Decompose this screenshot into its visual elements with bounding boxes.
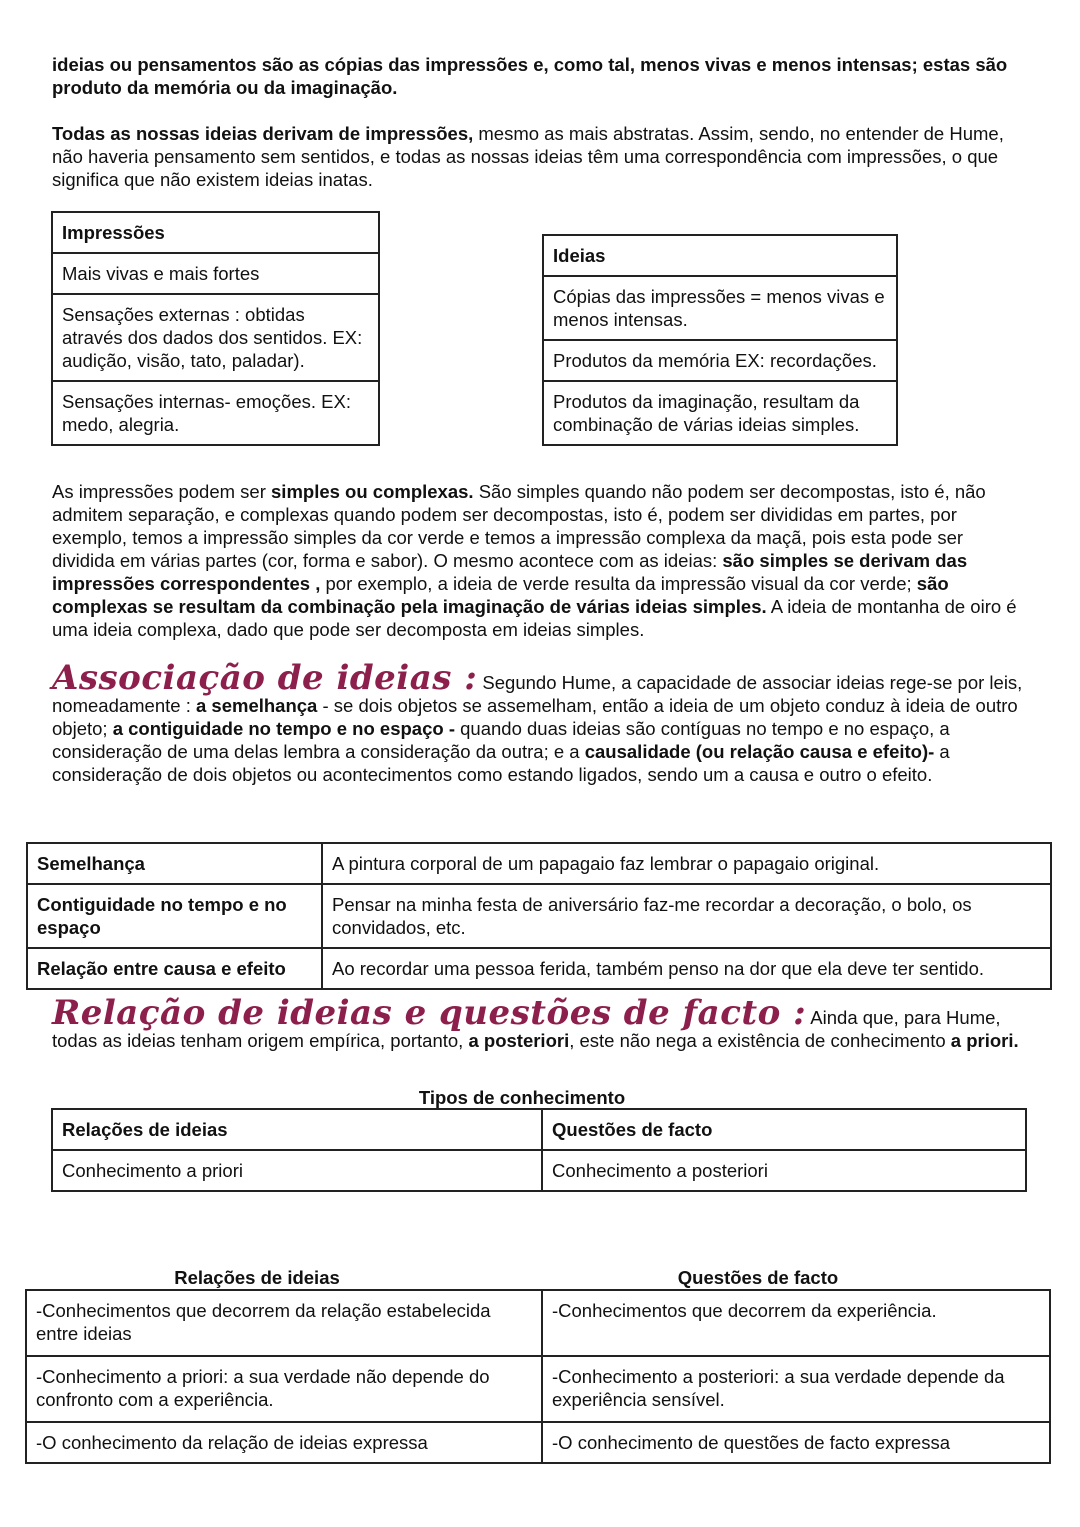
rel-text-2: , este não nega a existência de conhecimento xyxy=(569,1030,951,1051)
assoc-bold-3: causalidade (ou relação causa e efeito)- xyxy=(584,741,935,762)
sc-text-3: por exemplo, a ideia de verde resulta da impressão visual da cor verde; xyxy=(320,573,917,594)
comparacao-table xyxy=(25,1289,1051,1464)
comparacao-cell: -O conhecimento de questões de facto expressa xyxy=(542,1422,1050,1463)
assoc-bold-1: a semelhança xyxy=(195,695,318,716)
leis-associacao-table xyxy=(26,842,1052,990)
assoc-bold-2: a contiguidade no tempo e no espaço - xyxy=(112,718,455,739)
table-row xyxy=(52,1150,1026,1191)
relacao-paragraph xyxy=(52,993,1032,1052)
assoc-text-4: a consideração de dois objetos ou acontecimentos como estando ligados, sendo um a causa e outro o efeito. xyxy=(52,741,950,785)
associacao-heading: Associação de ideias : xyxy=(52,658,478,698)
ideias-table xyxy=(542,234,898,446)
impressoes-row-2: Sensações externas : obtidas através dos dados dos sentidos. EX: audição, visão, tato, paladar). xyxy=(52,294,379,381)
ideias-header: Ideias xyxy=(543,235,897,276)
assoc-text-2: - se dois objetos se assemelham, então a ideia de um objeto conduz à ideia de outro objeto; xyxy=(52,695,1018,739)
associacao-paragraph xyxy=(52,658,1032,786)
impressoes-row-1: Mais vivas e mais fortes xyxy=(52,253,379,294)
law-cell: Contiguidade no tempo e no espaço xyxy=(27,884,322,948)
table-row xyxy=(27,884,1051,948)
tipos-cell-1: Conhecimento a priori xyxy=(52,1150,542,1191)
tipos-caption: Tipos de conhecimento xyxy=(418,1087,626,1108)
tipos-conhecimento-table xyxy=(51,1108,1027,1192)
rel-bold-1: a posteriori xyxy=(468,1030,570,1051)
table-row xyxy=(27,843,1051,884)
sc-bold-2: são simples se derivam das impressões correspondentes , xyxy=(52,550,968,594)
sc-text-2: São simples quando não podem ser decompostas, isto é, não admitem separação, e complexas quando podem ser decompostas, isto é, podem ser divididas em partes, por exemplo, temos a impressão simples da cor verde e temos a impressão complexa da maçã, pois esta pode ser dividida em várias partes (cor, forma e sabor). O mesmo acontece com as ideias: xyxy=(52,481,986,571)
sc-bold-3: são complexas se resultam da combinação pela imaginação de várias ideias simples. xyxy=(52,573,949,617)
rel-bold-2: a priori. xyxy=(950,1030,1019,1051)
table-row xyxy=(26,1290,1050,1356)
table-row xyxy=(26,1422,1050,1463)
table-row xyxy=(26,1356,1050,1422)
sc-bold-1: simples ou complexas. xyxy=(271,481,474,502)
comparacao-cell: -O conhecimento da relação de ideias expressa xyxy=(26,1422,542,1463)
intro-p2-text: mesmo as mais abstratas. Assim, sendo, no entender de Hume, não haveria pensamento sem sentidos, e todas as nossas ideias têm uma correspondência com impressões, o que significa que não existem ideias inatas. xyxy=(52,123,1004,190)
sc-text-4: A ideia de montanha de oiro é uma ideia complexa, dado que pode ser decomposta em ideias simples. xyxy=(52,596,1017,640)
simples-complexas-paragraph xyxy=(52,480,1027,641)
comparacao-cell: -Conhecimentos que decorrem da relação estabelecida entre ideias xyxy=(26,1290,542,1356)
intro-p2-bold: Todas as nossas ideias derivam de impressões, xyxy=(52,123,474,144)
comparacao-cell: -Conhecimentos que decorrem da experiência. xyxy=(542,1290,1050,1356)
ideias-row-1: Cópias das impressões = menos vivas e menos intensas. xyxy=(543,276,897,340)
assoc-text-1: Segundo Hume, a capacidade de associar ideias rege-se por leis, nomeadamente : xyxy=(52,672,1023,716)
intro-paragraph-2 xyxy=(52,122,1032,191)
tipos-header-2: Questões de facto xyxy=(542,1109,1026,1150)
law-cell: Relação entre causa e efeito xyxy=(27,948,322,989)
comparacao-header-2: Questões de facto xyxy=(677,1267,839,1288)
impressoes-header: Impressões xyxy=(52,212,379,253)
relacao-heading: Relação de ideias e questões de facto : xyxy=(52,993,807,1033)
table-row xyxy=(52,1109,1026,1150)
tipos-header-1: Relações de ideias xyxy=(52,1109,542,1150)
example-cell: Pensar na minha festa de aniversário faz-me recordar a decoração, o bolo, os convidados, etc. xyxy=(322,884,1051,948)
rel-text-1: Ainda que, para Hume, todas as ideias tenham origem empírica, portanto, xyxy=(52,1007,1001,1051)
comparacao-cell: -Conhecimento a priori: a sua verdade não depende do confronto com a experiência. xyxy=(26,1356,542,1422)
impressoes-row-3: Sensações internas- emoções. EX: medo, alegria. xyxy=(52,381,379,445)
intro-paragraph-1: ideias ou pensamentos são as cópias das impressões e, como tal, menos vivas e menos intensas; estas são produto da memória ou da imaginação. xyxy=(52,54,1008,98)
tipos-cell-2: Conhecimento a posteriori xyxy=(542,1150,1026,1191)
ideias-row-3: Produtos da imaginação, resultam da combinação de várias ideias simples. xyxy=(543,381,897,445)
ideias-row-2: Produtos da memória EX: recordações. xyxy=(543,340,897,381)
assoc-text-3: quando duas ideias são contíguas no tempo e no espaço, a consideração de uma delas lembra a consideração da outra; e a xyxy=(52,718,950,762)
law-cell: Semelhança xyxy=(27,843,322,884)
comparacao-header-1: Relações de ideias xyxy=(174,1267,340,1288)
sc-text-1: As impressões podem ser xyxy=(52,481,272,502)
comparacao-cell: -Conhecimento a posteriori: a sua verdade depende da experiência sensível. xyxy=(542,1356,1050,1422)
example-cell: Ao recordar uma pessoa ferida, também penso na dor que ela deve ter sentido. xyxy=(322,948,1051,989)
table-row xyxy=(27,948,1051,989)
example-cell: A pintura corporal de um papagaio faz lembrar o papagaio original. xyxy=(322,843,1051,884)
impressoes-table xyxy=(51,211,380,446)
